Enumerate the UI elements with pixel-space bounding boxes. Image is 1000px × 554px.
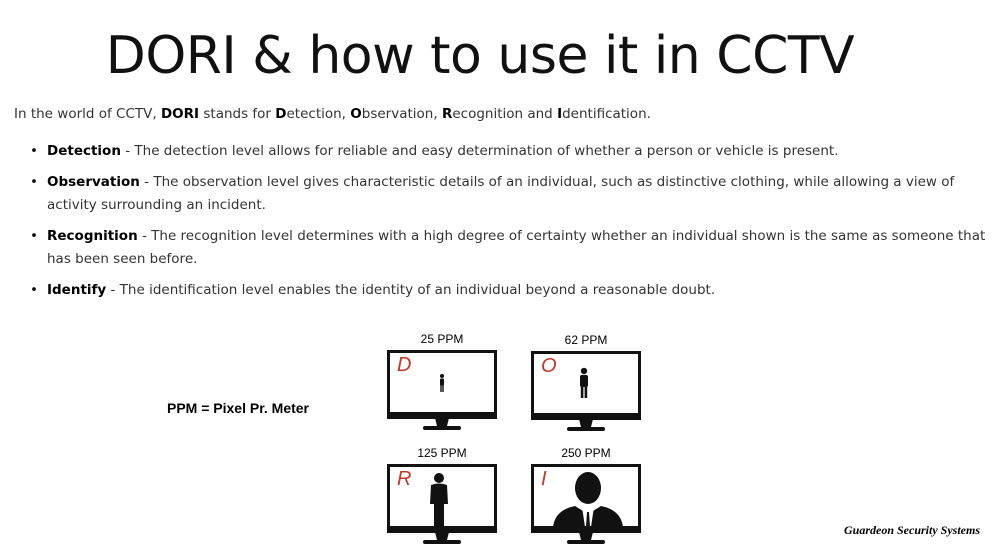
definition-term: Detection xyxy=(47,143,121,159)
ppm-label: 62 PPM xyxy=(564,333,608,347)
monitor-letter: R xyxy=(397,468,412,490)
definition-identify xyxy=(30,279,995,302)
ppm-label: 250 PPM xyxy=(561,446,611,460)
monitor-observation xyxy=(531,333,641,441)
intro-stands-for: stands for xyxy=(199,106,276,122)
definition-text: - The detection level allows for reliable and easy determination of whether a person or vehicle is present. xyxy=(120,143,839,159)
ppm-label: 25 PPM xyxy=(420,332,464,346)
definition-recognition xyxy=(30,225,995,271)
monitor-letter: I xyxy=(541,468,547,490)
monitor-identification xyxy=(531,446,641,554)
brand-watermark: Guardeon Security Systems xyxy=(843,523,980,537)
ppm-note: PPM = Pixel Pr. Meter xyxy=(167,400,310,416)
monitor-detection xyxy=(387,332,497,440)
intro-paragraph xyxy=(14,106,651,122)
intro-o-rest: bservation, xyxy=(361,106,442,122)
definition-term: Recognition xyxy=(47,228,138,244)
definition-list xyxy=(30,140,995,310)
intro-r: R xyxy=(441,106,453,122)
monitor-icon xyxy=(531,464,641,554)
intro-dori: DORI xyxy=(160,106,200,122)
intro-d: D xyxy=(275,106,287,122)
ppm-label: 125 PPM xyxy=(417,446,467,460)
intro-i-rest: dentification. xyxy=(562,106,651,122)
monitor-letter: D xyxy=(397,354,412,376)
intro-prefix: In the world of CCTV, xyxy=(14,106,161,122)
definition-text: - The identification level enables the identity of an individual beyond a reasonable doubt. xyxy=(106,282,716,298)
intro-r-rest: ecognition and xyxy=(452,106,558,122)
definition-text: - The observation level gives characteristic details of an individual, such as distinctive clothing, while allowing a view of activity surrounding an incident. xyxy=(47,174,955,213)
page-title: DORI & how to use it in CCTV xyxy=(105,26,855,86)
definition-detection xyxy=(30,140,995,163)
intro-d-rest: etection, xyxy=(286,106,351,122)
definition-text: - The recognition level determines with a high degree of certainty whether an individual shown is the same as someone that has been seen before. xyxy=(47,228,986,267)
definition-observation xyxy=(30,171,995,217)
monitor-letter: O xyxy=(541,355,557,377)
intro-o: O xyxy=(350,106,362,122)
definition-term: Identify xyxy=(47,282,107,298)
intro-i: I xyxy=(557,106,563,122)
definition-term: Observation xyxy=(47,174,140,190)
monitor-recognition xyxy=(387,446,497,554)
